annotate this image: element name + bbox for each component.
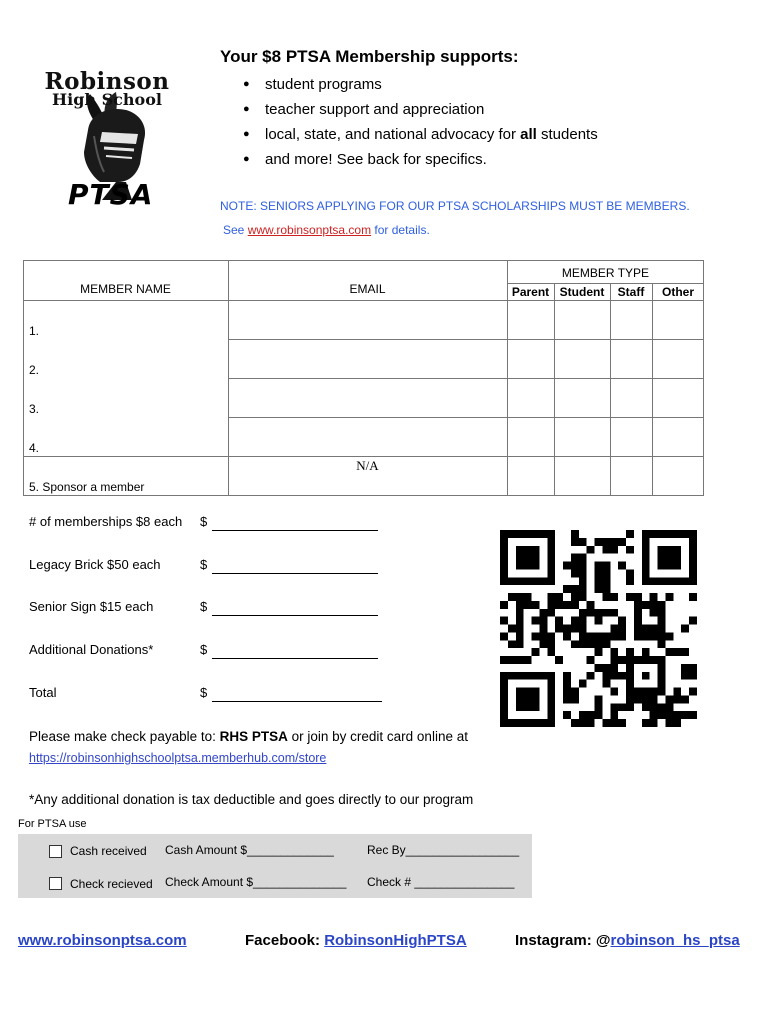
qr-code-icon[interactable] [500,530,697,727]
fee-label: Additional Donations* [29,642,154,657]
row-label: 4. [29,441,40,455]
benefits-list [243,72,598,172]
fee-label: Total [29,685,57,700]
type-parent: Parent [511,285,550,299]
benefit-text: local, state, and national advocacy for all students [265,126,598,143]
row-label: 3. [29,402,40,416]
col-email: EMAIL [349,282,386,296]
rec-by-field[interactable]: Rec By_________________ [367,843,520,857]
fee-dollar: $ [200,557,208,572]
facebook-handle-link[interactable]: RobinsonHighPTSA [324,932,467,949]
memberhub-store-link[interactable]: https://robinsonhighschoolptsa.memberhub.com/store [29,751,327,765]
fee-dollar: $ [200,685,208,700]
footer-website-link[interactable]: www.robinsonptsa.com [18,932,187,949]
membership-heading: Your $8 PTSA Membership supports: [220,47,519,66]
fee-dollar: $ [200,599,208,614]
ptsa-use-box [18,834,532,898]
benefit-item: ● and more! See back for specifics. [243,147,598,172]
brick-amount-field[interactable] [212,573,378,574]
instagram-label: Instagram: @ [515,932,611,949]
benefit-item: ● student programs [243,72,598,97]
see-prefix: See [223,223,248,237]
check-received-label: Check recieved [70,877,153,891]
see-suffix: for details. [371,223,430,237]
school-logo [18,52,212,210]
tax-note: *Any additional donation is tax deductible and goes directly to our program [29,792,474,807]
col-member-type: MEMBER TYPE [561,266,650,280]
sign-amount-field[interactable] [212,615,378,616]
ptsa-mark: PTSA [68,178,154,211]
row-label: 2. [29,363,40,377]
benefit-item: ● teacher support and appreciation [243,97,598,122]
col-member-name: MEMBER NAME [80,282,171,296]
type-student: Student [559,285,605,299]
fee-label: Legacy Brick $50 each [29,557,161,572]
logo-line-1: Robinson [44,68,170,95]
footer-instagram [515,932,740,949]
payable-line [29,729,468,744]
ptsa-use-label: For PTSA use [18,818,87,830]
total-amount-field[interactable] [212,701,382,702]
payable-suffix: or join by credit card online at [287,729,468,744]
instagram-handle-link[interactable]: robinson_hs_ptsa [610,932,740,949]
row-label: 5. Sponsor a member [29,480,145,494]
logo-line-2: High School [52,90,162,109]
check-amount-field[interactable]: Check Amount $______________ [165,875,347,889]
fee-label: Senior Sign $15 each [29,599,154,614]
fee-dollar: $ [200,514,208,529]
cash-amount-field[interactable]: Cash Amount $_____________ [165,843,334,857]
row-label: 1. [29,324,40,338]
facebook-label: Facebook: [245,932,325,949]
benefit-item [243,122,598,147]
check-received-checkbox[interactable] [49,877,62,890]
cash-received-label: Cash received [70,844,147,858]
payable-prefix: Please make check payable to: [29,729,220,744]
type-other: Other [661,285,694,299]
scholarship-note: NOTE: SENIORS APPLYING FOR OUR PTSA SCHOLARSHIPS MUST BE MEMBERS. [220,199,690,213]
fee-label: # of memberships $8 each [29,514,183,529]
cash-received-checkbox[interactable] [49,845,62,858]
check-number-field[interactable]: Check # _______________ [367,875,515,889]
payee-name: RHS PTSA [219,729,288,744]
website-link[interactable]: www.robinsonptsa.com [247,223,372,237]
details-line [223,223,430,237]
type-staff: Staff [617,285,645,299]
fee-dollar: $ [200,642,208,657]
donation-amount-field[interactable] [212,658,378,659]
footer-facebook [245,932,467,949]
member-table [23,260,704,496]
memberships-amount-field[interactable] [212,530,378,531]
sponsor-email: N/A [356,458,379,473]
